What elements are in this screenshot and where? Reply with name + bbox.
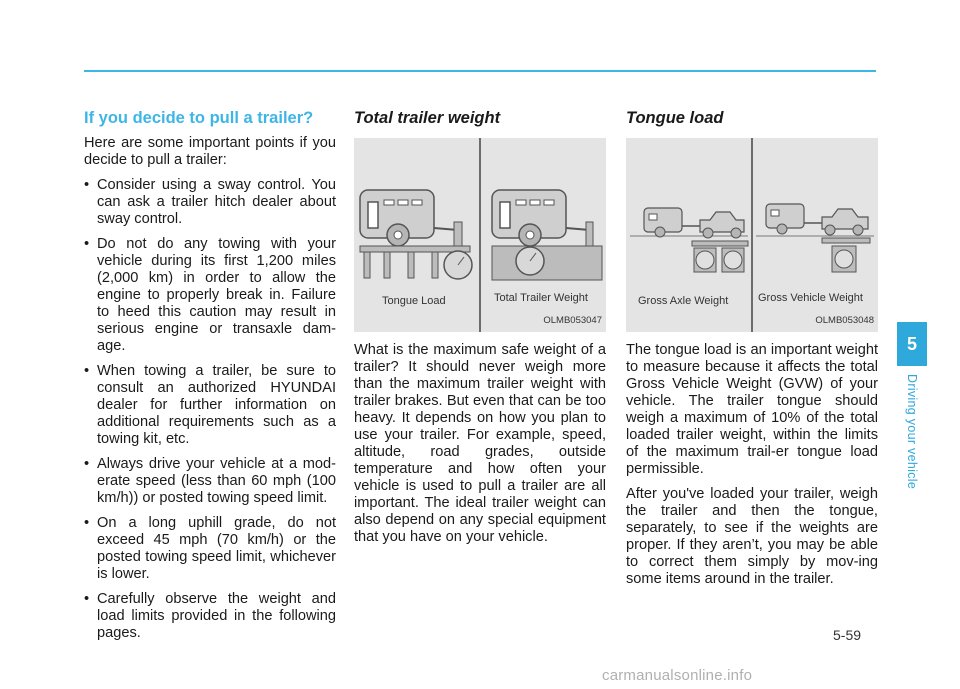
section-heading: If you decide to pull a trailer? xyxy=(84,109,314,127)
column-middle xyxy=(354,110,606,554)
figure-id: OLMB053048 xyxy=(815,315,874,326)
chapter-tab-label: Driving your vehicle xyxy=(905,374,919,490)
caption-total-trailer-weight: Total Trailer Weight xyxy=(494,292,588,304)
tongue-load-figure xyxy=(626,138,878,332)
total-trailer-weight-heading: Total trailer weight xyxy=(354,109,501,127)
list-item: • When towing a trailer, be sure to consult an authorized HYUNDAI dealer for further information on additional requirements such as a towing kit, etc. xyxy=(84,363,336,448)
total-trailer-weight-drawing xyxy=(492,190,602,280)
intro-paragraph: Here are some important points if you decide to pull a trailer: xyxy=(84,135,336,168)
gross-vehicle-weight-drawing xyxy=(756,204,874,272)
gross-axle-weight-drawing xyxy=(630,208,748,272)
tongue-load-drawing xyxy=(360,190,472,279)
chapter-tab: 5 xyxy=(897,322,927,366)
list-item: • Always drive your vehicle at a mod-erate speed (less than 60 mph (100 km/h)) or posted towing speed limit. xyxy=(84,456,336,507)
total-trailer-weight-body: What is the maximum safe weight of a trailer? It should never weigh more than the maximum trailer weight with trailer brakes. But even that can be too heavy. It depends on how you plan to use your trailer. For example, speed, altitude, road grades, outside temperature and how often your vehicle is used to pull a trailer are all important. The ideal trailer weight can also depend on any special equipment that you have on your vehicle. xyxy=(354,342,606,545)
total-trailer-weight-figure xyxy=(354,138,606,332)
tongue-load-paragraph-2: After you've loaded your trailer, weigh the trailer and then the tongue, separately, to see if the weights are proper. If they aren’t, you may be able to correct them simply by mov-ing some items around in the trailer. xyxy=(626,486,878,587)
watermark: carmanualsonline.info xyxy=(602,667,753,684)
caption-tongue-load: Tongue Load xyxy=(382,295,446,307)
column-right xyxy=(626,110,878,596)
column-left xyxy=(84,110,336,650)
tongue-load-heading: Tongue load xyxy=(626,109,724,127)
header-rule xyxy=(84,70,876,72)
tongue-load-paragraph-1: The tongue load is an important weight to measure because it affects the total Gross Vehicle Weight (GVW) of your vehicle. The trailer tongue should weigh a maximum of 10% of the total loaded trailer weight, within the limits of the maximum trail-er tongue load permissible. xyxy=(626,342,878,477)
caption-gross-axle-weight: Gross Axle Weight xyxy=(638,295,729,307)
caption-gross-vehicle-weight: Gross Vehicle Weight xyxy=(758,292,863,304)
list-item: • On a long uphill grade, do not exceed 45 mph (70 km/h) or the posted towing speed limit, whichever is lower. xyxy=(84,515,336,583)
list-item: • Carefully observe the weight and load limits provided in the following pages. xyxy=(84,591,336,642)
list-item: • Consider using a sway control. You can ask a trailer hitch dealer about sway control. xyxy=(84,177,336,228)
page-number: 5-59 xyxy=(833,627,862,643)
figure-id: OLMB053047 xyxy=(543,315,602,326)
tips-list xyxy=(84,177,336,642)
list-item: • Do not do any towing with your vehicle during its first 1,200 miles (2,000 km) in order to allow the engine to properly break in. Failure to heed this caution may result in serious engine or transaxle dam-age. xyxy=(84,236,336,355)
